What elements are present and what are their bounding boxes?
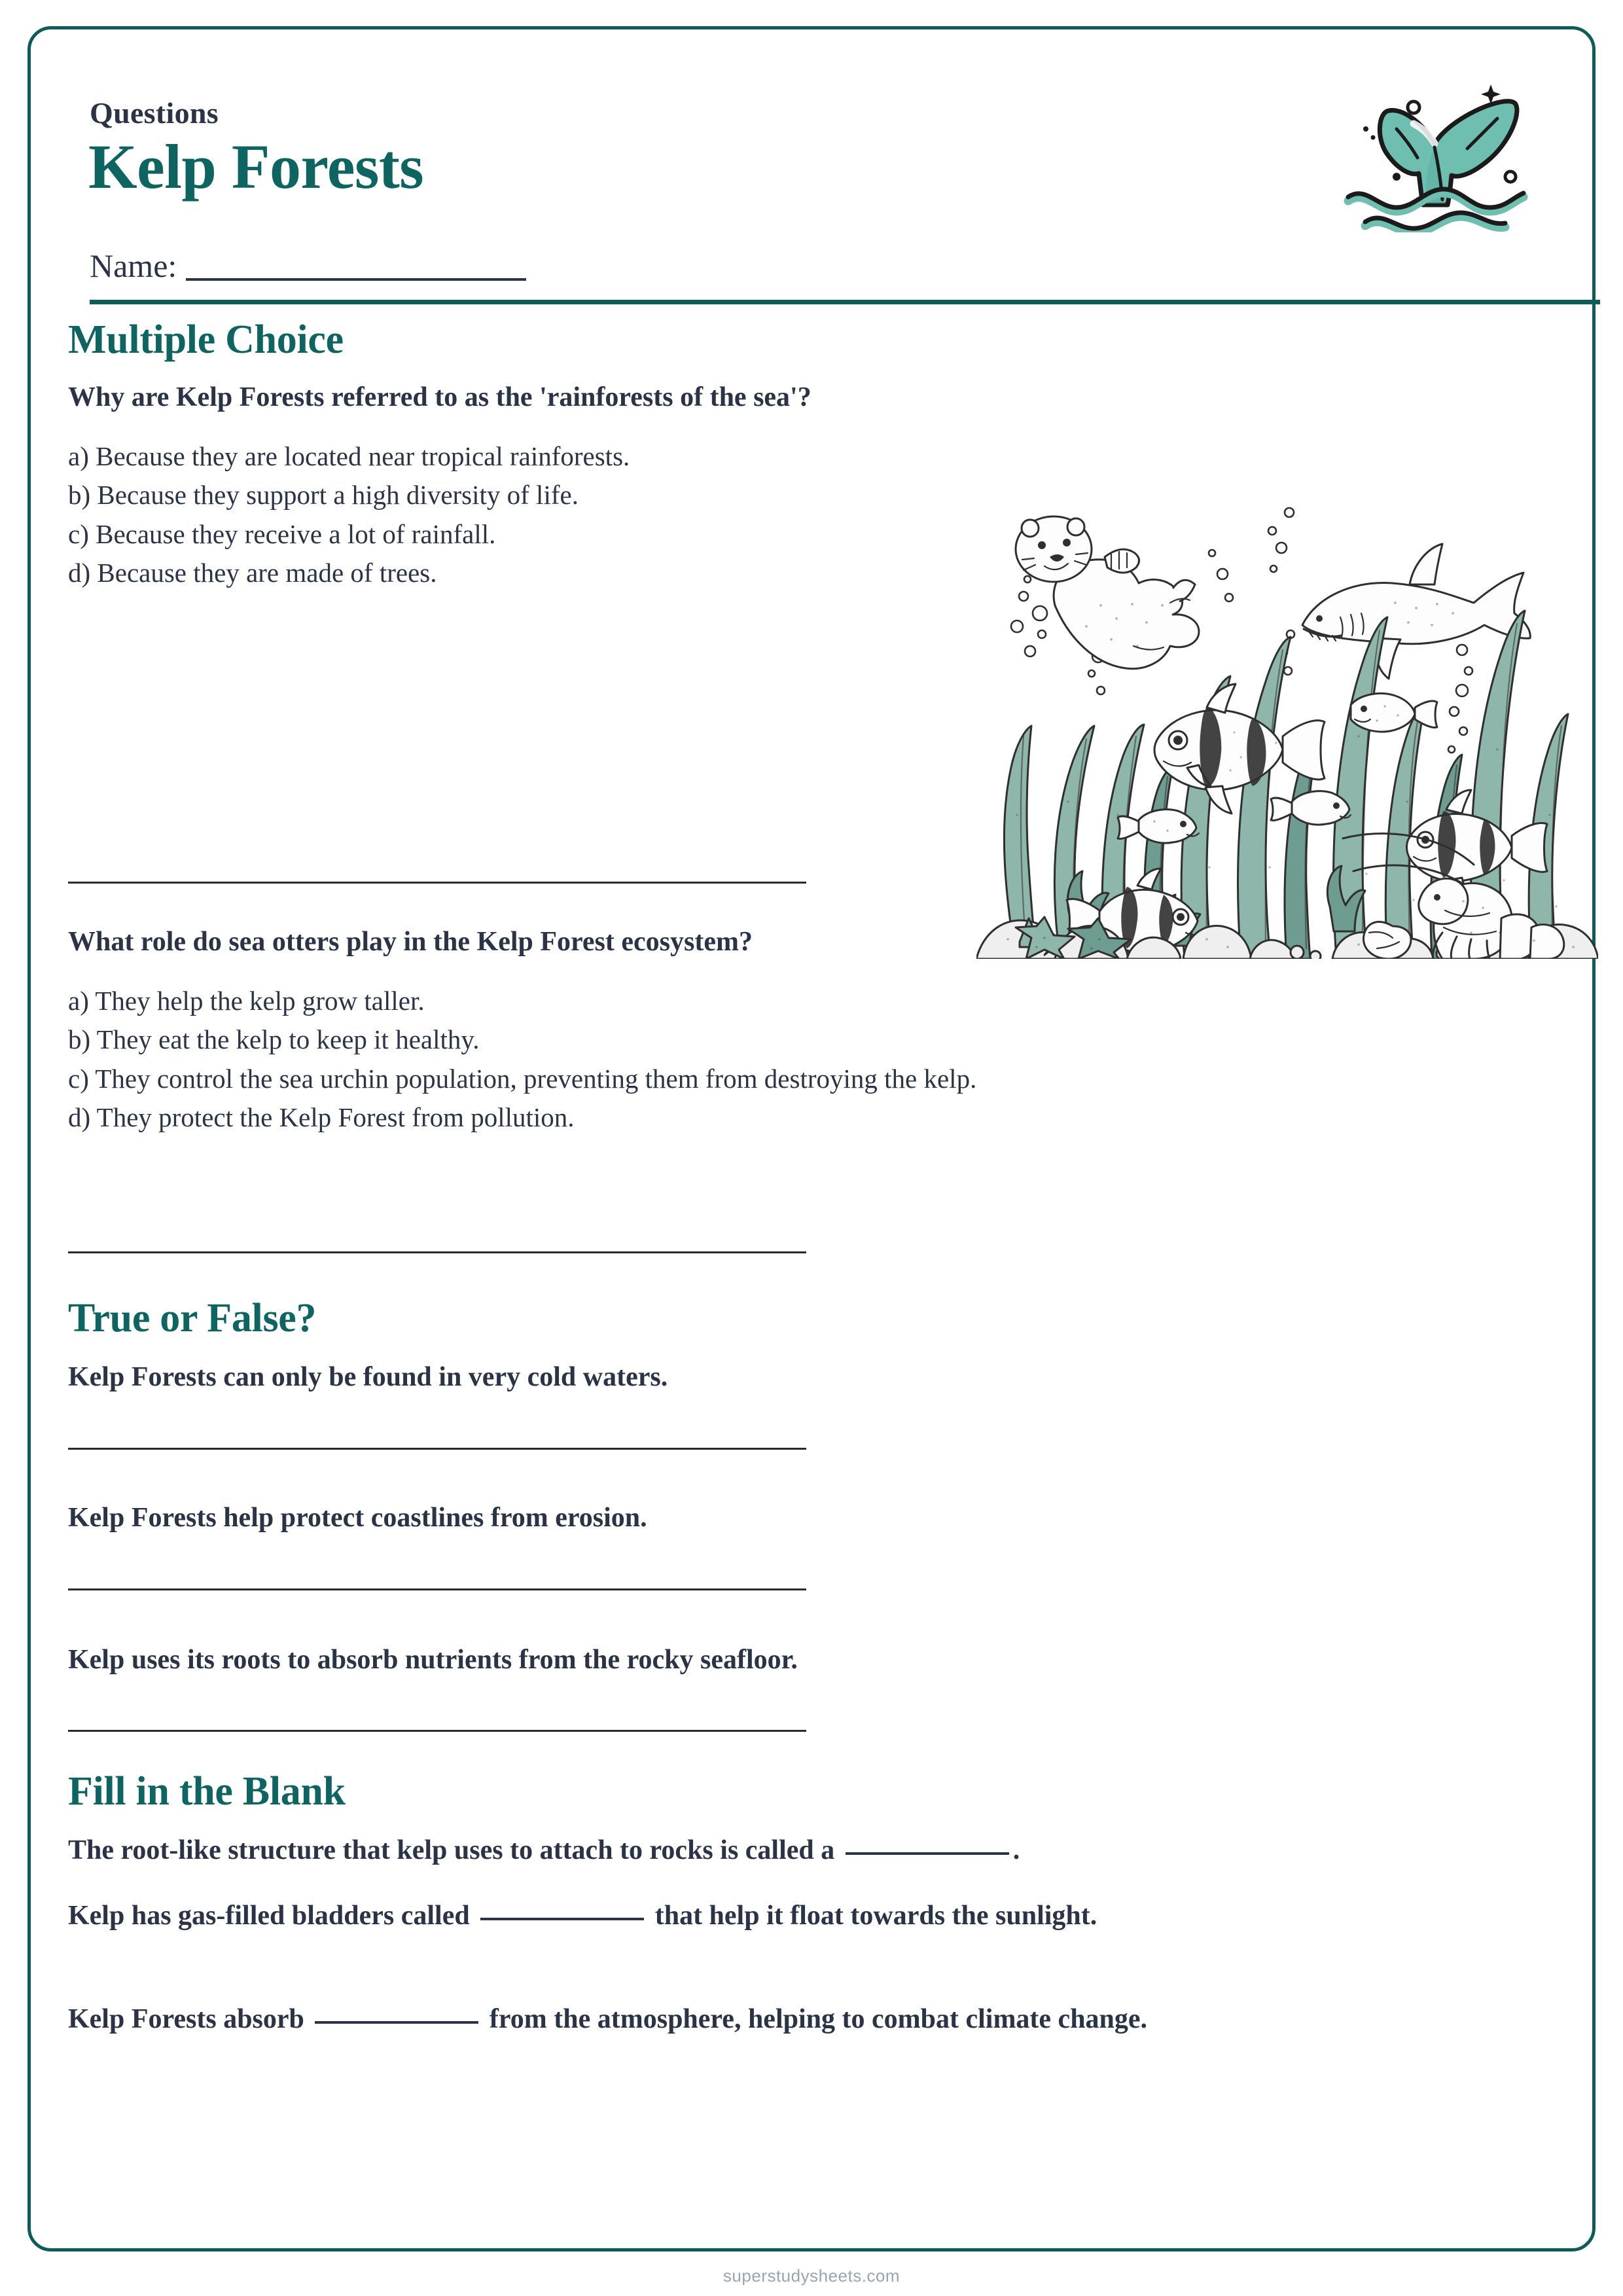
student-name-input[interactable] (186, 278, 526, 281)
page-title: Kelp Forests (88, 132, 424, 202)
footer-site-url: superstudysheets.com (722, 2266, 901, 2286)
fib-statement-2-after: that help it float towards the sunlight. (648, 1901, 1097, 1931)
fib-statement-2-before: Kelp has gas-filled bladders called (68, 1901, 477, 1931)
fib-blank-1[interactable] (846, 1852, 1009, 1855)
tf-statement-1: Kelp Forests can only be found in very cold waters. (68, 1362, 668, 1392)
header-divider (90, 300, 1600, 304)
fib-statement-3-before: Kelp Forests absorb (68, 2004, 312, 2034)
worksheet-page-frame (27, 26, 1596, 2251)
mc-question-1-prompt: Why are Kelp Forests referred to as the 'rainforests of the sea'? (68, 382, 812, 412)
tf-statement-3: Kelp uses its roots to absorb nutrients from the rocky seafloor. (68, 1645, 798, 1675)
mc-question-2-option-c[interactable]: c) They control the sea urchin population, preventing them from destroying the kelp. (68, 1063, 977, 1094)
section-heading-fill-in-the-blank: Fill in the Blank (68, 1769, 346, 1814)
fib-statement-1-before: The root-like structure that kelp uses to attach to rocks is called a (68, 1835, 842, 1865)
whale-tail-icon (1336, 56, 1533, 232)
kelp-forest-scene-illustration (976, 475, 1598, 959)
fib-blank-3[interactable] (315, 2020, 478, 2024)
mc-question-2-option-a[interactable]: a) They help the kelp grow taller. (68, 985, 425, 1016)
student-name-row (90, 247, 526, 285)
mc-question-1-option-c[interactable]: c) Because they receive a lot of rainfall. (68, 518, 496, 549)
name-label: Name: (90, 247, 177, 284)
mc-question-2-separator (68, 1251, 806, 1253)
tf-answer-line-1[interactable] (68, 1448, 806, 1450)
mc-question-1-option-d[interactable]: d) Because they are made of trees. (68, 557, 437, 588)
mc-question-2-prompt: What role do sea otters play in the Kelp Forest ecosystem? (68, 927, 753, 957)
tf-answer-line-2[interactable] (68, 1588, 806, 1590)
worksheet-eyebrow: Questions (90, 96, 219, 130)
section-heading-multiple-choice: Multiple Choice (68, 317, 344, 362)
mc-question-1-separator (68, 882, 806, 884)
worksheet-header (60, 36, 1572, 298)
section-heading-true-or-false: True or False? (68, 1296, 317, 1340)
mc-question-1-option-a[interactable]: a) Because they are located near tropical rainforests. (68, 440, 630, 471)
mc-question-1 (68, 378, 853, 592)
fib-statement-1-after: . (1012, 1835, 1020, 1865)
tf-statement-2: Kelp Forests help protect coastlines from erosion. (68, 1503, 647, 1533)
tf-answer-line-3[interactable] (68, 1730, 806, 1732)
mc-question-2 (68, 923, 1521, 1137)
fib-statement-3-after: from the atmosphere, helping to combat climate change. (482, 2004, 1148, 2034)
mc-question-2-option-d[interactable]: d) They protect the Kelp Forest from pollution. (68, 1102, 575, 1132)
mc-question-1-option-b[interactable]: b) Because they support a high diversity of life. (68, 480, 579, 511)
fib-blank-2[interactable] (480, 1917, 644, 1920)
fib-statement-2 (68, 1896, 1527, 1936)
fib-statement-3 (68, 2000, 1527, 2039)
fib-statement-1 (68, 1831, 1527, 1871)
mc-question-2-option-b[interactable]: b) They eat the kelp to keep it healthy. (68, 1024, 480, 1055)
